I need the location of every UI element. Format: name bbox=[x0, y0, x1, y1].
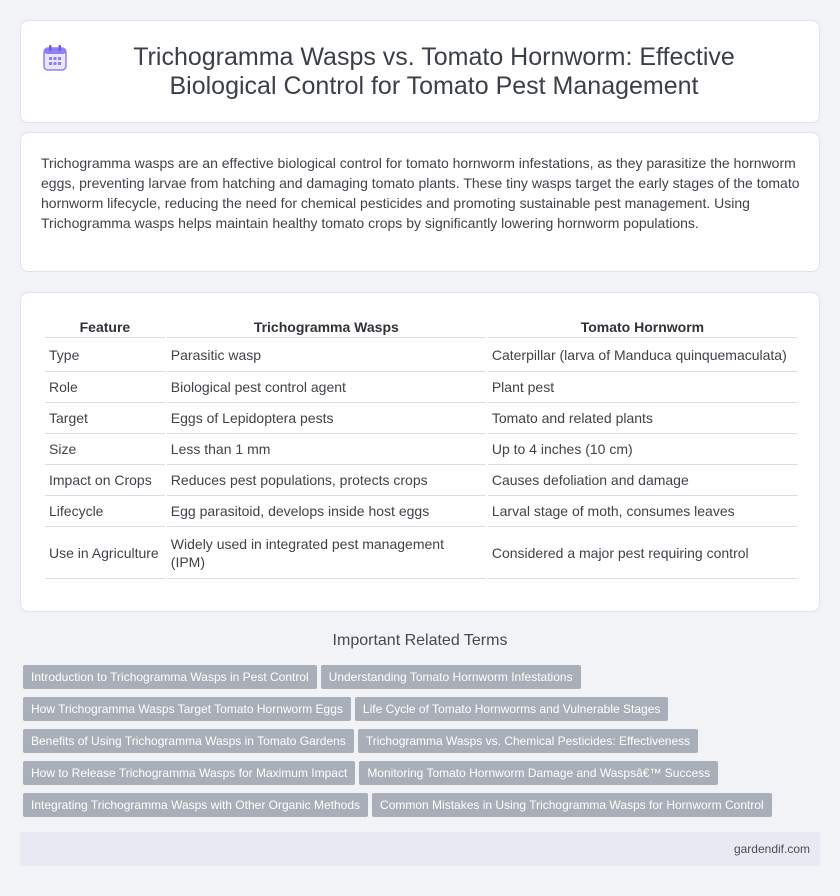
table-cell: Parasitic wasp bbox=[167, 338, 486, 372]
table-cell: Use in Agriculture bbox=[45, 527, 165, 579]
comparison-card bbox=[20, 292, 820, 612]
table-cell: Impact on Crops bbox=[45, 465, 165, 496]
table-row bbox=[45, 465, 797, 496]
related-term-tag[interactable]: Introduction to Trichogramma Wasps in Pest Control bbox=[23, 665, 317, 689]
related-term-tag[interactable]: How Trichogramma Wasps Target Tomato Hornworm Eggs bbox=[23, 697, 351, 721]
table-cell: Size bbox=[45, 434, 165, 465]
tag-row bbox=[23, 697, 813, 729]
table-cell: Considered a major pest requiring control bbox=[488, 527, 797, 579]
related-term-tag[interactable]: Common Mistakes in Using Trichogramma Wasps for Hornworm Control bbox=[372, 793, 772, 817]
table-cell: Biological pest control agent bbox=[167, 372, 486, 403]
related-term-tag[interactable]: Integrating Trichogramma Wasps with Other Organic Methods bbox=[23, 793, 368, 817]
related-term-tag[interactable]: Life Cycle of Tomato Hornworms and Vulnerable Stages bbox=[355, 697, 669, 721]
table-row bbox=[45, 403, 797, 434]
related-term-tag[interactable]: Benefits of Using Trichogramma Wasps in Tomato Gardens bbox=[23, 729, 354, 753]
tag-row bbox=[23, 761, 813, 793]
tag-row bbox=[23, 729, 813, 761]
table-cell: Larval stage of moth, consumes leaves bbox=[488, 496, 797, 527]
tag-row bbox=[23, 665, 813, 697]
table-row bbox=[45, 496, 797, 527]
header-hornworm: Tomato Hornworm bbox=[488, 315, 797, 338]
table-cell: Up to 4 inches (10 cm) bbox=[488, 434, 797, 465]
related-term-tag[interactable]: Monitoring Tomato Hornworm Damage and Waspsâ€™ Success bbox=[359, 761, 718, 785]
related-term-tag[interactable]: How to Release Trichogramma Wasps for Maximum Impact bbox=[23, 761, 355, 785]
table-cell: Tomato and related plants bbox=[488, 403, 797, 434]
tag-row bbox=[23, 793, 813, 825]
header-trichogramma: Trichogramma Wasps bbox=[167, 315, 486, 338]
table-cell: Reduces pest populations, protects crops bbox=[167, 465, 486, 496]
page-title: Trichogramma Wasps vs. Tomato Hornworm: Effective Biological Control for Tomato Pest Management bbox=[133, 43, 735, 100]
table-cell: Lifecycle bbox=[45, 496, 165, 527]
table-header-row bbox=[45, 315, 797, 338]
intro-card bbox=[20, 132, 820, 272]
related-term-tag[interactable]: Trichogramma Wasps vs. Chemical Pesticides: Effectiveness bbox=[358, 729, 698, 753]
table-cell: Widely used in integrated pest management (IPM) bbox=[167, 527, 486, 579]
footer-site-link[interactable]: gardendif.com bbox=[733, 842, 810, 856]
table-cell: Caterpillar (larva of Manduca quinquemaculata) bbox=[488, 338, 797, 372]
table-cell: Eggs of Lepidoptera pests bbox=[167, 403, 486, 434]
intro-paragraph: Trichogramma wasps are an effective biological control for tomato hornworm infestations, as they parasitize the hornworm eggs, preventing larvae from hatching and damaging tomato plants. These tiny wasps target the early stages of the tomato hornworm lifecycle, reducing the need for chemical pesticides and promoting sustainable pest management. Using Trichogramma wasps helps maintain healthy tomato crops by significantly lowering hornworm populations. bbox=[41, 155, 800, 231]
table-cell: Plant pest bbox=[488, 372, 797, 403]
table-cell: Target bbox=[45, 403, 165, 434]
related-terms-heading: Important Related Terms bbox=[332, 632, 508, 649]
header-feature: Feature bbox=[45, 315, 165, 338]
table-cell: Role bbox=[45, 372, 165, 403]
related-term-tag[interactable]: Understanding Tomato Hornworm Infestations bbox=[321, 665, 581, 689]
table-row bbox=[45, 527, 797, 579]
related-terms-list bbox=[23, 665, 813, 825]
table-cell: Causes defoliation and damage bbox=[488, 465, 797, 496]
table-cell: Egg parasitoid, develops inside host eggs bbox=[167, 496, 486, 527]
table-row bbox=[45, 372, 797, 403]
table-cell: Less than 1 mm bbox=[167, 434, 486, 465]
table-row bbox=[45, 338, 797, 372]
comparison-table bbox=[43, 315, 799, 579]
header-card bbox=[20, 20, 820, 123]
footer-bar bbox=[20, 832, 820, 866]
table-row bbox=[45, 434, 797, 465]
table-cell: Type bbox=[45, 338, 165, 372]
